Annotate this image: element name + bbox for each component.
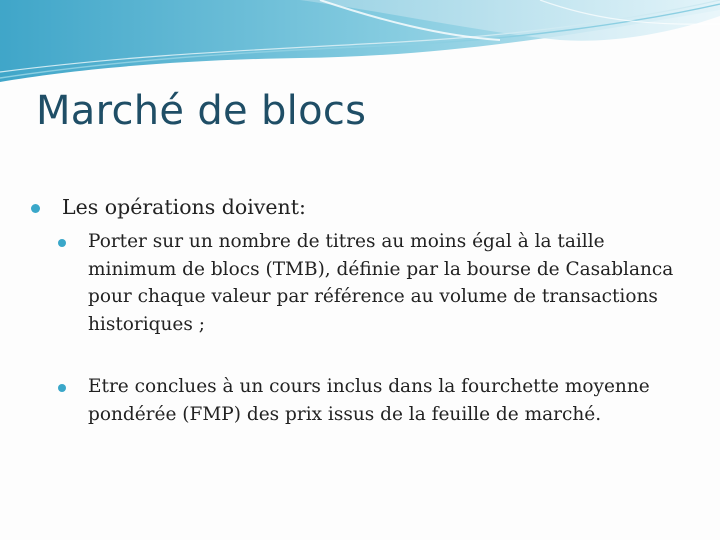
sub-bullet-list: [52, 228, 696, 428]
header-wave-decoration: [0, 0, 720, 90]
main-bullet-item: [26, 192, 696, 222]
bullet-dot-icon: [58, 239, 66, 247]
slide-content: [26, 192, 696, 428]
slide-title: Marché de blocs: [36, 88, 367, 134]
sub-bullet-text: Porter sur un nombre de titres au moins égal à la taille minimum de blocs (TMB), définie par la bourse de Casablanca pour chaque valeur par référence au volume de transactions historiques ;: [88, 231, 674, 335]
bullet-dot-icon: [31, 204, 40, 213]
sub-bullet-text: Etre conclues à un cours inclus dans la fourchette moyenne pondérée (FMP) des prix issus de la feuille de marché.: [88, 376, 650, 425]
main-bullet-text: Les opérations doivent:: [62, 195, 306, 219]
sub-bullet-item: [52, 228, 686, 338]
sub-bullet-item: [52, 373, 686, 428]
bullet-dot-icon: [58, 384, 66, 392]
